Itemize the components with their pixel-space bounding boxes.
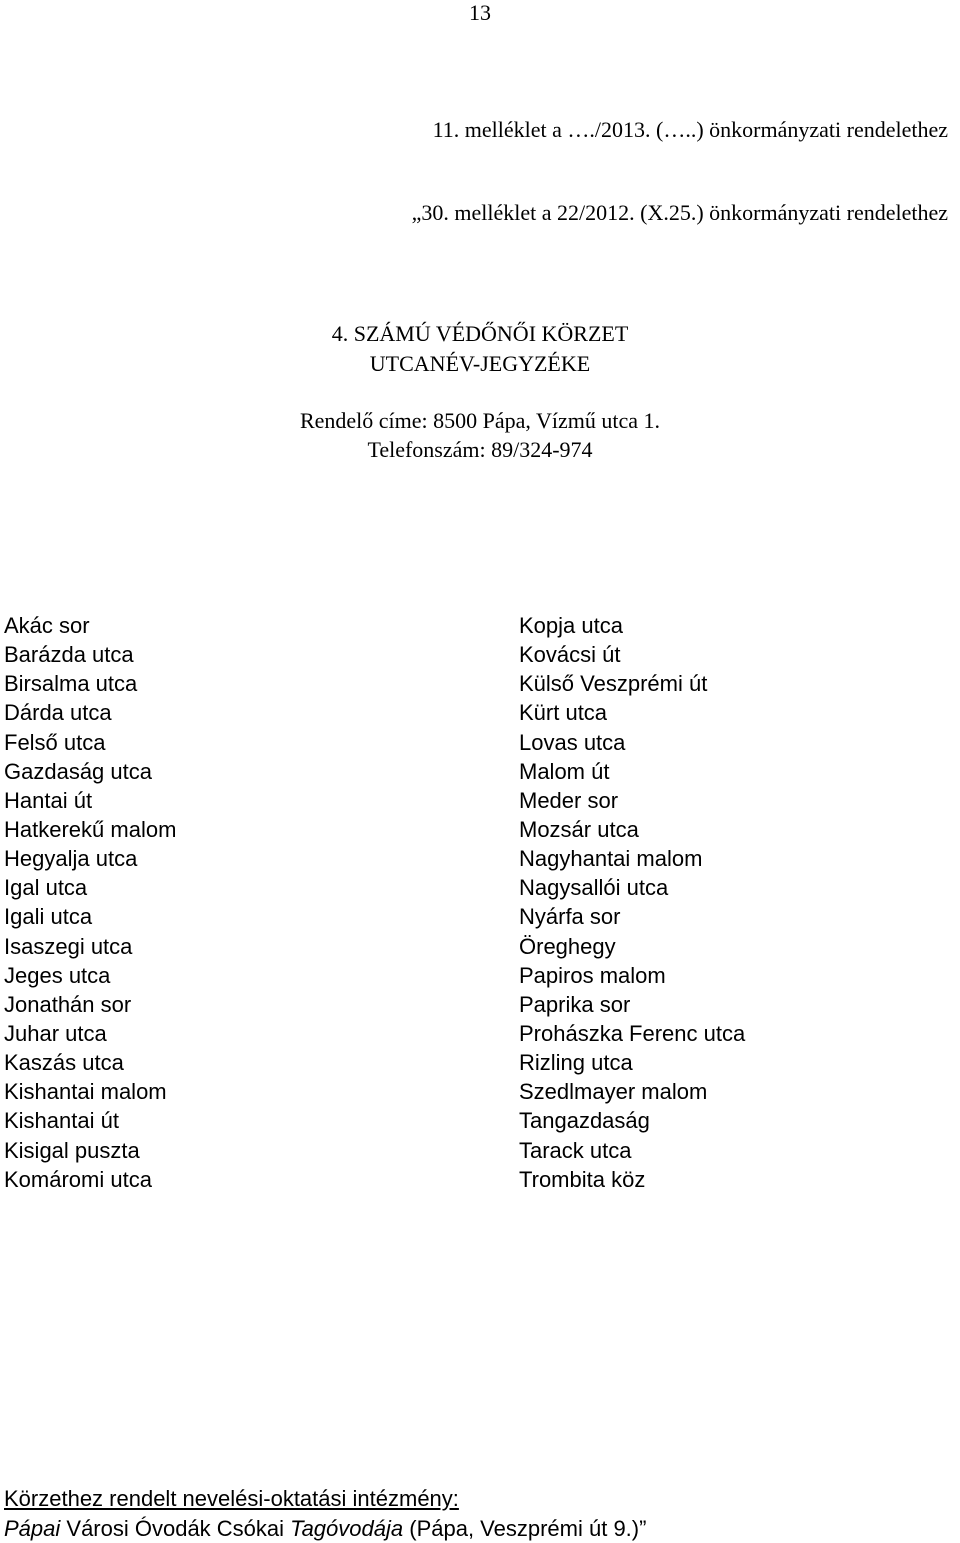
street-name: Lovas utca bbox=[519, 729, 626, 755]
street-name: Hegyalja utca bbox=[4, 846, 138, 872]
street-list-left bbox=[4, 611, 176, 1194]
street-name: Tangazdaság bbox=[519, 1108, 650, 1134]
clinic-address: Rendelő címe: 8500 Pápa, Vízmű utca 1. bbox=[299, 408, 661, 433]
street-name: Kopja utca bbox=[519, 613, 623, 638]
annex-line-2: „30. melléklet a 22/2012. (X.25.) önkormányzati rendelethez bbox=[411, 200, 948, 225]
district-subtitle: UTCANÉV-JEGYZÉKE bbox=[369, 351, 591, 376]
annex-line-1: 11. melléklet a …./2013. (…..) önkormányzati rendelethez bbox=[432, 117, 948, 142]
street-name: Meder sor bbox=[519, 787, 619, 813]
street-name: Szedlmayer malom bbox=[519, 1079, 708, 1105]
street-name: Felső utca bbox=[4, 729, 106, 755]
street-name: Hantai út bbox=[4, 787, 93, 813]
street-name: Öreghegy bbox=[519, 933, 616, 959]
street-name: Dárda utca bbox=[4, 700, 112, 726]
street-name: Trombita köz bbox=[519, 1166, 646, 1192]
street-name: Kishantai malom bbox=[4, 1079, 167, 1105]
street-name: Juhar utca bbox=[4, 1020, 107, 1046]
street-name: Nyárfa sor bbox=[519, 904, 621, 930]
street-name: Birsalma utca bbox=[4, 671, 138, 697]
institution-part-1: Pápai bbox=[4, 1516, 61, 1541]
street-name: Jeges utca bbox=[4, 962, 111, 988]
street-name: Nagyhantai malom bbox=[519, 846, 703, 872]
clinic-phone: Telefonszám: 89/324-974 bbox=[367, 437, 593, 462]
institution-name bbox=[4, 1516, 646, 1542]
street-name: Igal utca bbox=[4, 875, 88, 901]
street-name: Nagysallói utca bbox=[519, 875, 669, 901]
street-name: Tarack utca bbox=[519, 1137, 632, 1163]
street-name: Mozsár utca bbox=[519, 816, 639, 842]
street-name: Kisigal puszta bbox=[4, 1137, 140, 1163]
street-name: Paprika sor bbox=[519, 991, 631, 1017]
institution-part-3: Tagóvodája bbox=[290, 1516, 404, 1541]
street-name: Barázda utca bbox=[4, 642, 134, 668]
district-title: 4. SZÁMÚ VÉDŐNŐI KÖRZET bbox=[331, 321, 629, 346]
street-name: Papiros malom bbox=[519, 962, 666, 988]
street-name: Malom út bbox=[519, 758, 610, 784]
institution-part-4: (Pápa, Veszprémi út 9.)” bbox=[403, 1516, 647, 1541]
street-name: Rizling utca bbox=[519, 1050, 633, 1076]
street-name: Kaszás utca bbox=[4, 1050, 124, 1076]
street-name: Prohászka Ferenc utca bbox=[519, 1020, 746, 1046]
street-name: Jonathán sor bbox=[4, 991, 132, 1017]
institution-part-2: Városi Óvodák Csókai bbox=[60, 1516, 291, 1541]
street-name: Akác sor bbox=[4, 613, 90, 638]
street-name: Isaszegi utca bbox=[4, 933, 133, 959]
street-name: Komáromi utca bbox=[4, 1166, 152, 1192]
street-name: Kürt utca bbox=[519, 700, 608, 726]
street-list-right bbox=[519, 611, 745, 1194]
street-name: Igali utca bbox=[4, 904, 93, 930]
page-number: 13 bbox=[469, 0, 491, 25]
street-name: Kishantai út bbox=[4, 1108, 119, 1134]
institution-heading: Körzethez rendelt nevelési-oktatási intézmény: bbox=[4, 1486, 459, 1511]
street-name: Külső Veszprémi út bbox=[519, 671, 708, 697]
street-name: Kovácsi út bbox=[519, 642, 621, 668]
street-name: Hatkerekű malom bbox=[4, 816, 177, 842]
street-name: Gazdaság utca bbox=[4, 758, 152, 784]
